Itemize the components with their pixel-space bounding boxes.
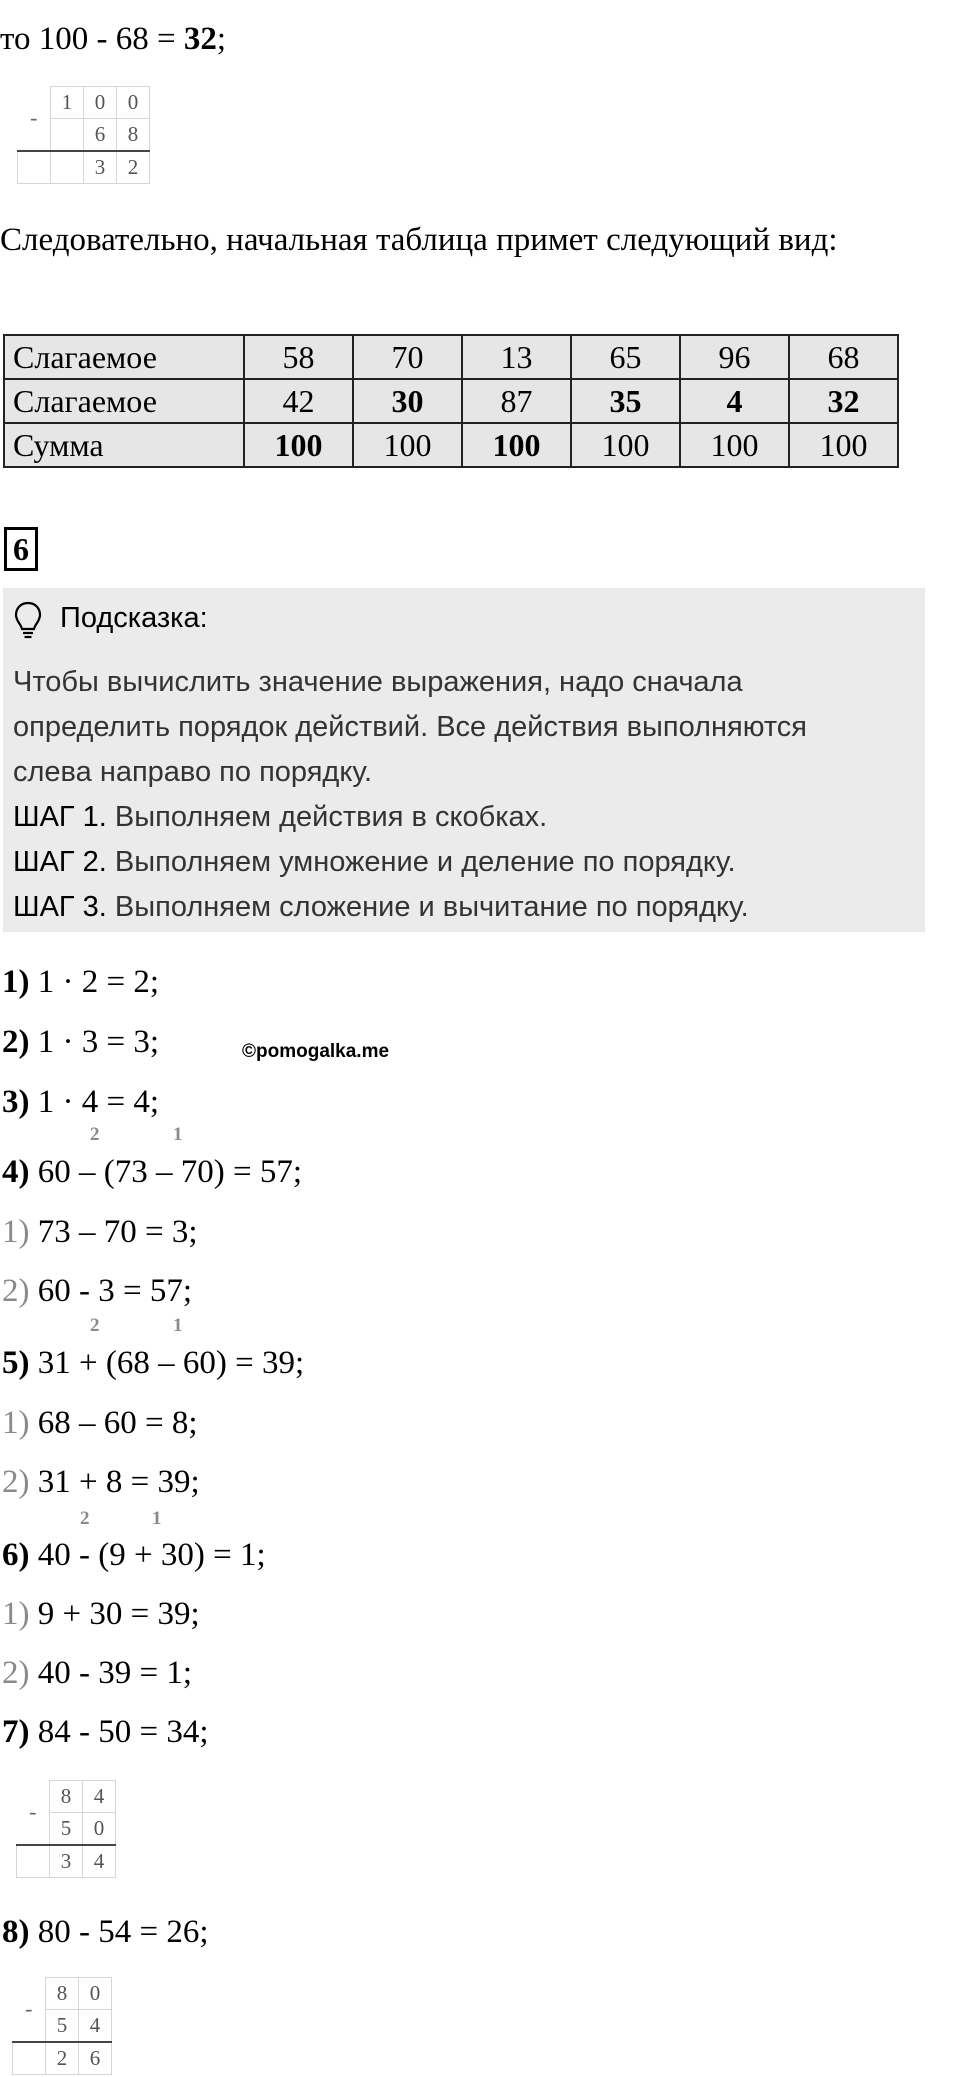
intro-suffix: ;	[216, 21, 227, 57]
column-subtraction-80-54	[12, 1977, 112, 2075]
hint-line: Чтобы вычислить значение выражения, надо сначала	[13, 666, 743, 698]
solution-item-5	[2, 1343, 304, 1383]
order-mark: 1	[152, 1508, 162, 1529]
addend-table	[3, 334, 899, 468]
hint-line: слева направо по порядку.	[13, 756, 373, 788]
item-number: 8)	[2, 1914, 30, 1950]
digit-cell: 2	[117, 151, 150, 184]
hint-step	[13, 885, 807, 930]
digit-cell: 0	[83, 1813, 116, 1846]
step-number: 1)	[2, 1596, 30, 1632]
item-number: 6)	[2, 1537, 30, 1573]
item-expression: 60 – (73 – 70) = 57;	[29, 1154, 303, 1190]
digit-cell: 0	[84, 87, 117, 119]
order-mark: 2	[90, 1315, 100, 1336]
intro-equation	[0, 19, 226, 59]
table-cell: 13	[462, 335, 571, 379]
column-subtraction-84-50	[16, 1780, 116, 1878]
item-number: 2)	[2, 1024, 30, 1060]
solution-item-3	[2, 1082, 159, 1122]
item-number: 1)	[2, 964, 30, 1000]
sub-step	[2, 1403, 198, 1443]
order-mark: 1	[173, 1315, 183, 1336]
digit-cell: 8	[50, 1781, 83, 1813]
step-text: Выполняем умножение и деление по порядку.	[106, 846, 736, 878]
sub-step	[2, 1462, 200, 1502]
item-expression: 31 + (68 – 60) = 39;	[29, 1345, 305, 1381]
digit-cell: 2	[46, 2042, 79, 2075]
step-number: 2)	[2, 1273, 30, 1309]
digit-cell: 8	[46, 1978, 79, 2010]
sub-step	[2, 1653, 192, 1693]
step-number: 1)	[2, 1214, 30, 1250]
table-row	[4, 423, 898, 467]
step-label: ШАГ 2.	[13, 846, 107, 878]
table-cell: 87	[462, 379, 571, 423]
step-text: Выполняем действия в скобках.	[106, 801, 548, 833]
digit-cell: 5	[46, 2010, 79, 2043]
hint-body	[13, 660, 807, 930]
column-subtraction-100-68	[17, 86, 150, 184]
step-expression: 31 + 8 = 39;	[29, 1464, 200, 1500]
row-label: Слагаемое	[4, 335, 244, 379]
step-number: 1)	[2, 1405, 30, 1441]
table-cell: 100	[571, 423, 680, 467]
step-text: Выполняем сложение и вычитание по порядку.	[106, 891, 749, 923]
digit-cell: 0	[117, 87, 150, 119]
table-row	[4, 335, 898, 379]
order-mark: 2	[80, 1508, 90, 1529]
sub-step	[2, 1212, 198, 1252]
item-number: 7)	[2, 1714, 30, 1750]
intro-prefix: то 100 - 68 =	[0, 21, 184, 57]
intro-answer: 32	[183, 21, 217, 57]
digit-cell	[18, 151, 51, 184]
order-mark: 1	[173, 1124, 183, 1145]
step-label: ШАГ 1.	[13, 801, 107, 833]
lightbulb-icon	[13, 600, 43, 640]
digit-cell: 5	[50, 1813, 83, 1846]
row-label: Слагаемое	[4, 379, 244, 423]
digit-cell	[51, 119, 84, 152]
digit-cell: 4	[83, 1781, 116, 1813]
solution-item-2	[2, 1022, 159, 1062]
item-number: 3)	[2, 1084, 30, 1120]
table-cell: 96	[680, 335, 789, 379]
table-cell: 100	[244, 423, 353, 467]
item-number: 5)	[2, 1345, 30, 1381]
table-cell: 4	[680, 379, 789, 423]
order-mark: 2	[90, 1124, 100, 1145]
hint-step	[13, 795, 807, 840]
sub-step	[2, 1594, 200, 1634]
digit-cell	[51, 151, 84, 184]
digit-cell: 0	[79, 1978, 112, 2010]
table-row	[4, 379, 898, 423]
conclusion-text: Следовательно, начальная таблица примет следующий вид:	[0, 222, 838, 258]
digit-cell: 6	[84, 119, 117, 152]
table-cell: 100	[462, 423, 571, 467]
task-number-box: 6	[4, 527, 38, 571]
digit-cell: 3	[84, 151, 117, 184]
table-cell: 32	[789, 379, 898, 423]
digit-cell: 1	[51, 87, 84, 119]
solution-item-6	[2, 1535, 266, 1575]
row-label: Сумма	[4, 423, 244, 467]
step-expression: 73 – 70 = 3;	[29, 1214, 198, 1250]
digit-cell: 6	[79, 2042, 112, 2075]
step-expression: 68 – 60 = 8;	[29, 1405, 198, 1441]
table-cell: 58	[244, 335, 353, 379]
item-expression: 1 · 2 = 2;	[29, 964, 160, 1000]
table-cell: 100	[789, 423, 898, 467]
step-expression: 40 - 39 = 1;	[29, 1655, 193, 1691]
item-expression: 1 · 4 = 4;	[29, 1084, 160, 1120]
solution-item-4	[2, 1152, 302, 1192]
table-cell: 68	[789, 335, 898, 379]
table-cell: 100	[680, 423, 789, 467]
table-cell: 100	[353, 423, 462, 467]
digit-cell: 3	[50, 1845, 83, 1878]
item-expression: 84 - 50 = 34;	[29, 1714, 209, 1750]
solution-item-1	[2, 962, 159, 1002]
hint-box	[3, 588, 925, 932]
step-expression: 9 + 30 = 39;	[29, 1596, 200, 1632]
table-cell: 30	[353, 379, 462, 423]
step-expression: 60 - 3 = 57;	[29, 1273, 193, 1309]
solution-item-8	[2, 1912, 209, 1952]
hint-line: определить порядок действий. Все действия выполняются	[13, 711, 807, 743]
step-number: 2)	[2, 1655, 30, 1691]
sub-step	[2, 1271, 192, 1311]
digit-cell: 4	[79, 2010, 112, 2043]
minus-sign: -	[30, 105, 38, 131]
step-label: ШАГ 3.	[13, 891, 107, 923]
solution-item-7	[2, 1712, 209, 1752]
digit-cell: 4	[83, 1845, 116, 1878]
hint-title: Подсказка:	[60, 602, 208, 634]
table-cell: 42	[244, 379, 353, 423]
minus-sign: -	[25, 1996, 33, 2022]
digit-cell	[17, 1845, 50, 1878]
table-cell: 65	[571, 335, 680, 379]
item-number: 4)	[2, 1154, 30, 1190]
table-cell: 35	[571, 379, 680, 423]
table-cell: 70	[353, 335, 462, 379]
watermark: ©pomogalka.me	[242, 1041, 390, 1062]
digit-cell: 8	[117, 119, 150, 152]
item-expression: 1 · 3 = 3;	[29, 1024, 160, 1060]
minus-sign: -	[29, 1799, 37, 1825]
hint-step	[13, 840, 807, 885]
digit-cell	[13, 2042, 46, 2075]
item-expression: 40 - (9 + 30) = 1;	[29, 1537, 266, 1573]
item-expression: 80 - 54 = 26;	[29, 1914, 209, 1950]
step-number: 2)	[2, 1464, 30, 1500]
